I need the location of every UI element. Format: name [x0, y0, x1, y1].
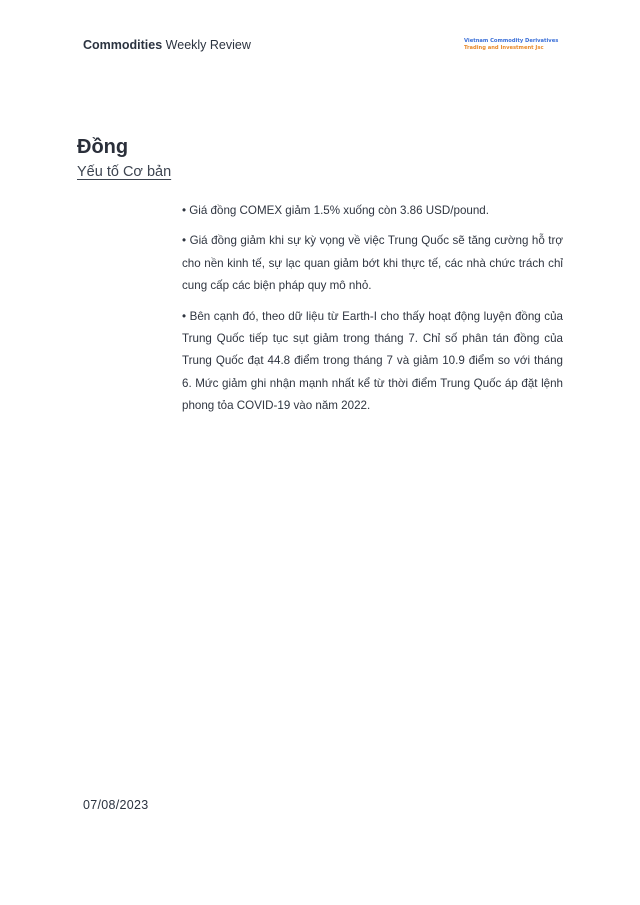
bullet-paragraph: • Giá đồng giảm khi sự kỳ vọng về việc Trung Quốc sẽ tăng cường hỗ trợ cho nền kinh tế, sự lạc quan giảm bớt khi thực tế, các nhà chức trách chỉ cung cấp các biện pháp quy mô nhỏ. — [182, 234, 563, 293]
bullet-paragraph: • Bên cạnh đó, theo dữ liệu từ Earth-I cho thấy hoạt động luyện đồng của Trung Quốc tiếp tục sụt giảm trong tháng 7. Chỉ số phân tán đồng của Trung Quốc đạt 44.8 điểm trong tháng 7 và giảm 10.9 điểm so với tháng 6. Mức giảm ghi nhận mạnh nhất kể từ thời điểm Trung Quốc áp đặt lệnh phong tỏa COVID-19 vào năm 2022. — [182, 309, 563, 413]
logo-line-1: Vietnam Commodity Derivatives — [464, 38, 559, 44]
body-text — [182, 200, 563, 426]
logo-line-2: Trading and Investment Jsc — [464, 45, 544, 51]
footer-date: 07/08/2023 — [83, 798, 149, 812]
section-title: Đồng — [77, 136, 129, 158]
subsection-title: Yếu tố Cơ bản — [77, 164, 172, 180]
company-logo — [464, 38, 558, 52]
report-title — [83, 38, 251, 52]
bullet-paragraph: • Giá đồng COMEX giảm 1.5% xuống còn 3.86 USD/pound. — [182, 204, 489, 217]
report-title-rest: Weekly Review — [165, 38, 251, 52]
report-title-bold: Commodities — [83, 38, 163, 52]
